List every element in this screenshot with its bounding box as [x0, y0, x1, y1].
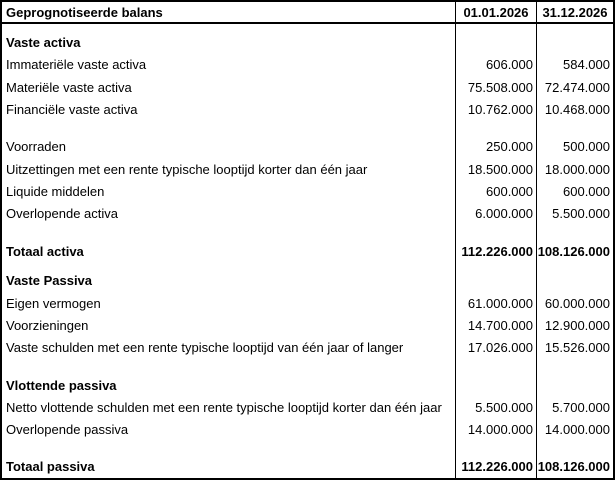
table-row [2, 292, 613, 314]
row-value-closing: 60.000.000 [536, 292, 613, 314]
row-value-opening: 61.000.000 [455, 292, 536, 314]
table-row [2, 262, 613, 269]
row-label [2, 128, 455, 135]
row-value-closing [536, 448, 613, 455]
table-row [2, 337, 613, 359]
row-value-opening [455, 441, 536, 448]
table-row [2, 99, 613, 121]
table-header-row [2, 2, 613, 24]
row-value-opening: 600.000 [455, 180, 536, 202]
row-label: Eigen vermogen [6, 295, 101, 311]
row-value-closing [536, 24, 613, 31]
column-header-closing-date: 31.12.2026 [536, 2, 613, 22]
row-label: Overlopende passiva [6, 422, 129, 438]
row-value-closing [536, 121, 613, 128]
row-value-closing: 5.700.000 [536, 396, 613, 418]
table-row [2, 396, 613, 418]
row-label: Totaal activa [6, 243, 84, 259]
row-label [2, 441, 455, 448]
row-label: Financiële vaste activa [6, 102, 138, 118]
row-label [2, 121, 455, 128]
table-row [2, 158, 613, 180]
row-label: Liquide middelen [6, 184, 105, 200]
table-row [2, 180, 613, 202]
row-value-closing: 108.126.000 [536, 456, 613, 478]
row-label: Uitzettingen met een rente typische looptijd korter dan één jaar [6, 161, 368, 177]
row-value-closing: 600.000 [536, 180, 613, 202]
row-value-closing: 5.500.000 [536, 203, 613, 225]
table-row [2, 24, 613, 31]
table-row [2, 441, 613, 448]
row-value-closing: 15.526.000 [536, 337, 613, 359]
row-value-opening [455, 270, 536, 292]
table-row [2, 367, 613, 374]
row-value-closing [536, 262, 613, 269]
row-value-opening: 10.762.000 [455, 99, 536, 121]
row-value-closing [536, 374, 613, 396]
row-value-opening [455, 128, 536, 135]
row-label [2, 448, 455, 455]
table-row [2, 203, 613, 225]
row-label [2, 262, 455, 269]
row-label: Vaste schulden met een rente typische looptijd van één jaar of langer [6, 340, 404, 356]
row-value-closing [536, 225, 613, 232]
row-value-closing: 72.474.000 [536, 76, 613, 98]
row-label: Vlottende passiva [6, 377, 117, 393]
row-value-opening [455, 367, 536, 374]
table-row [2, 456, 613, 478]
row-label [2, 367, 455, 374]
row-value-opening [455, 121, 536, 128]
table-row [2, 448, 613, 455]
row-value-opening: 18.500.000 [455, 158, 536, 180]
row-label: Materiële vaste activa [6, 79, 132, 95]
row-value-opening: 112.226.000 [455, 456, 536, 478]
row-value-opening: 112.226.000 [455, 240, 536, 262]
row-value-opening [455, 31, 536, 53]
row-value-closing [536, 367, 613, 374]
row-value-opening: 606.000 [455, 54, 536, 76]
table-row [2, 225, 613, 232]
table-row [2, 314, 613, 336]
row-label: Voorraden [6, 139, 66, 155]
row-label: Vaste activa [6, 35, 81, 51]
table-title: Geprognotiseerde balans [6, 4, 163, 20]
row-value-opening [455, 262, 536, 269]
row-value-closing [536, 233, 613, 240]
row-value-closing: 500.000 [536, 136, 613, 158]
table-row [2, 419, 613, 441]
row-value-opening: 17.026.000 [455, 337, 536, 359]
row-value-opening: 14.700.000 [455, 314, 536, 336]
row-value-opening [455, 374, 536, 396]
row-value-opening: 5.500.000 [455, 396, 536, 418]
row-label: Voorzieningen [6, 318, 89, 334]
table-row [2, 31, 613, 53]
table-row [2, 233, 613, 240]
row-value-opening [455, 448, 536, 455]
row-label: Overlopende activa [6, 206, 119, 222]
row-value-closing: 10.468.000 [536, 99, 613, 121]
row-value-opening: 14.000.000 [455, 419, 536, 441]
table-row [2, 136, 613, 158]
row-value-closing: 14.000.000 [536, 419, 613, 441]
row-value-closing [536, 128, 613, 135]
row-label [2, 359, 455, 366]
row-value-opening [455, 225, 536, 232]
row-value-closing: 18.000.000 [536, 158, 613, 180]
row-value-closing [536, 270, 613, 292]
row-value-closing: 12.900.000 [536, 314, 613, 336]
row-value-closing [536, 31, 613, 53]
row-value-opening: 75.508.000 [455, 76, 536, 98]
table-row [2, 374, 613, 396]
row-value-closing: 584.000 [536, 54, 613, 76]
row-value-opening [455, 359, 536, 366]
row-value-closing [536, 359, 613, 366]
row-value-opening: 250.000 [455, 136, 536, 158]
row-label [2, 24, 455, 31]
row-label: Totaal passiva [6, 459, 95, 475]
table-row [2, 54, 613, 76]
row-label: Netto vlottende schulden met een rente typische looptijd korter dan één jaar [6, 399, 442, 415]
table-row [2, 121, 613, 128]
row-label: Vaste Passiva [6, 273, 93, 289]
table-row [2, 270, 613, 292]
row-label [2, 233, 455, 240]
row-value-closing [536, 441, 613, 448]
row-value-opening: 6.000.000 [455, 203, 536, 225]
column-header-opening-date: 01.01.2026 [455, 2, 536, 22]
table-row [2, 76, 613, 98]
row-label: Immateriële vaste activa [6, 57, 147, 73]
row-value-closing: 108.126.000 [536, 240, 613, 262]
table-row [2, 128, 613, 135]
table-row [2, 240, 613, 262]
row-value-opening [455, 233, 536, 240]
table-row [2, 359, 613, 366]
row-label [2, 225, 455, 232]
row-value-opening [455, 24, 536, 31]
